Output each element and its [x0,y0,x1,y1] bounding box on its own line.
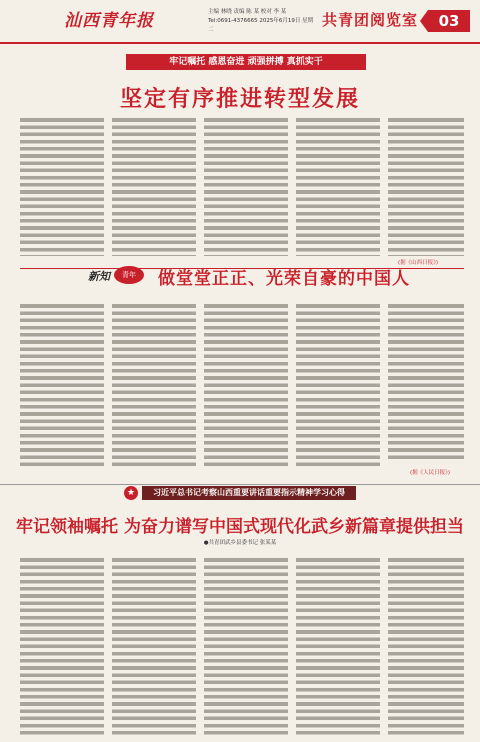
section2-text-column [112,302,196,468]
section3-text-column [296,556,380,738]
section3-byline: ●共青团武乡县委书记 张某某 [203,540,277,546]
section2-source: (据《人民日报》) [410,470,451,476]
section1-text-column [296,116,380,256]
section3-banner-text: 习近平总书记考察山西重要讲话重要指示精神学习心得 [142,486,356,500]
star-icon: ★ [124,486,138,500]
section3-text-column [112,556,196,738]
page-number-badge: 03 [428,10,470,32]
masthead-editors: 主编 林晓 责编 陈 某 校对 李 某 [208,9,287,15]
section1-source: (据《山西日报》) [398,260,439,266]
section1-text-column [20,116,104,256]
column-name: 共青团阅览室 [322,11,419,29]
newspaper-logo: 汕西青年报 [64,11,154,31]
section2-text-column [388,302,464,462]
section2-brand-text: 新知 [88,270,110,283]
section2-brand [88,262,148,288]
masthead-info [208,8,318,35]
section3-text-column [388,556,464,738]
section1-text-column [204,116,288,256]
section2-text-column [20,302,104,468]
section3-headline: 牢记领袖嘱托 为奋力谱写中国式现代化武乡新篇章提供担当 [16,517,464,537]
section2-text-column [204,302,288,468]
section1-kicker: 牢记嘱托 感恩奋进 顽强拼搏 真抓实干 [126,54,366,70]
section1-text-column [388,116,464,256]
section2-headline: 做堂堂正正、光荣自豪的中国人 [158,269,410,289]
section3-banner [0,484,480,503]
masthead-date: Tel:0691-4376665 2025年6月19日 星期二 [208,18,314,33]
section3-text-column [204,556,288,738]
section1-text-column [112,116,196,256]
section2-brand-badge: 青年 [114,266,144,284]
section3-text-column [20,556,104,738]
section1-headline: 坚定有序推进转型发展 [119,87,360,112]
section2-text-column [296,302,380,468]
